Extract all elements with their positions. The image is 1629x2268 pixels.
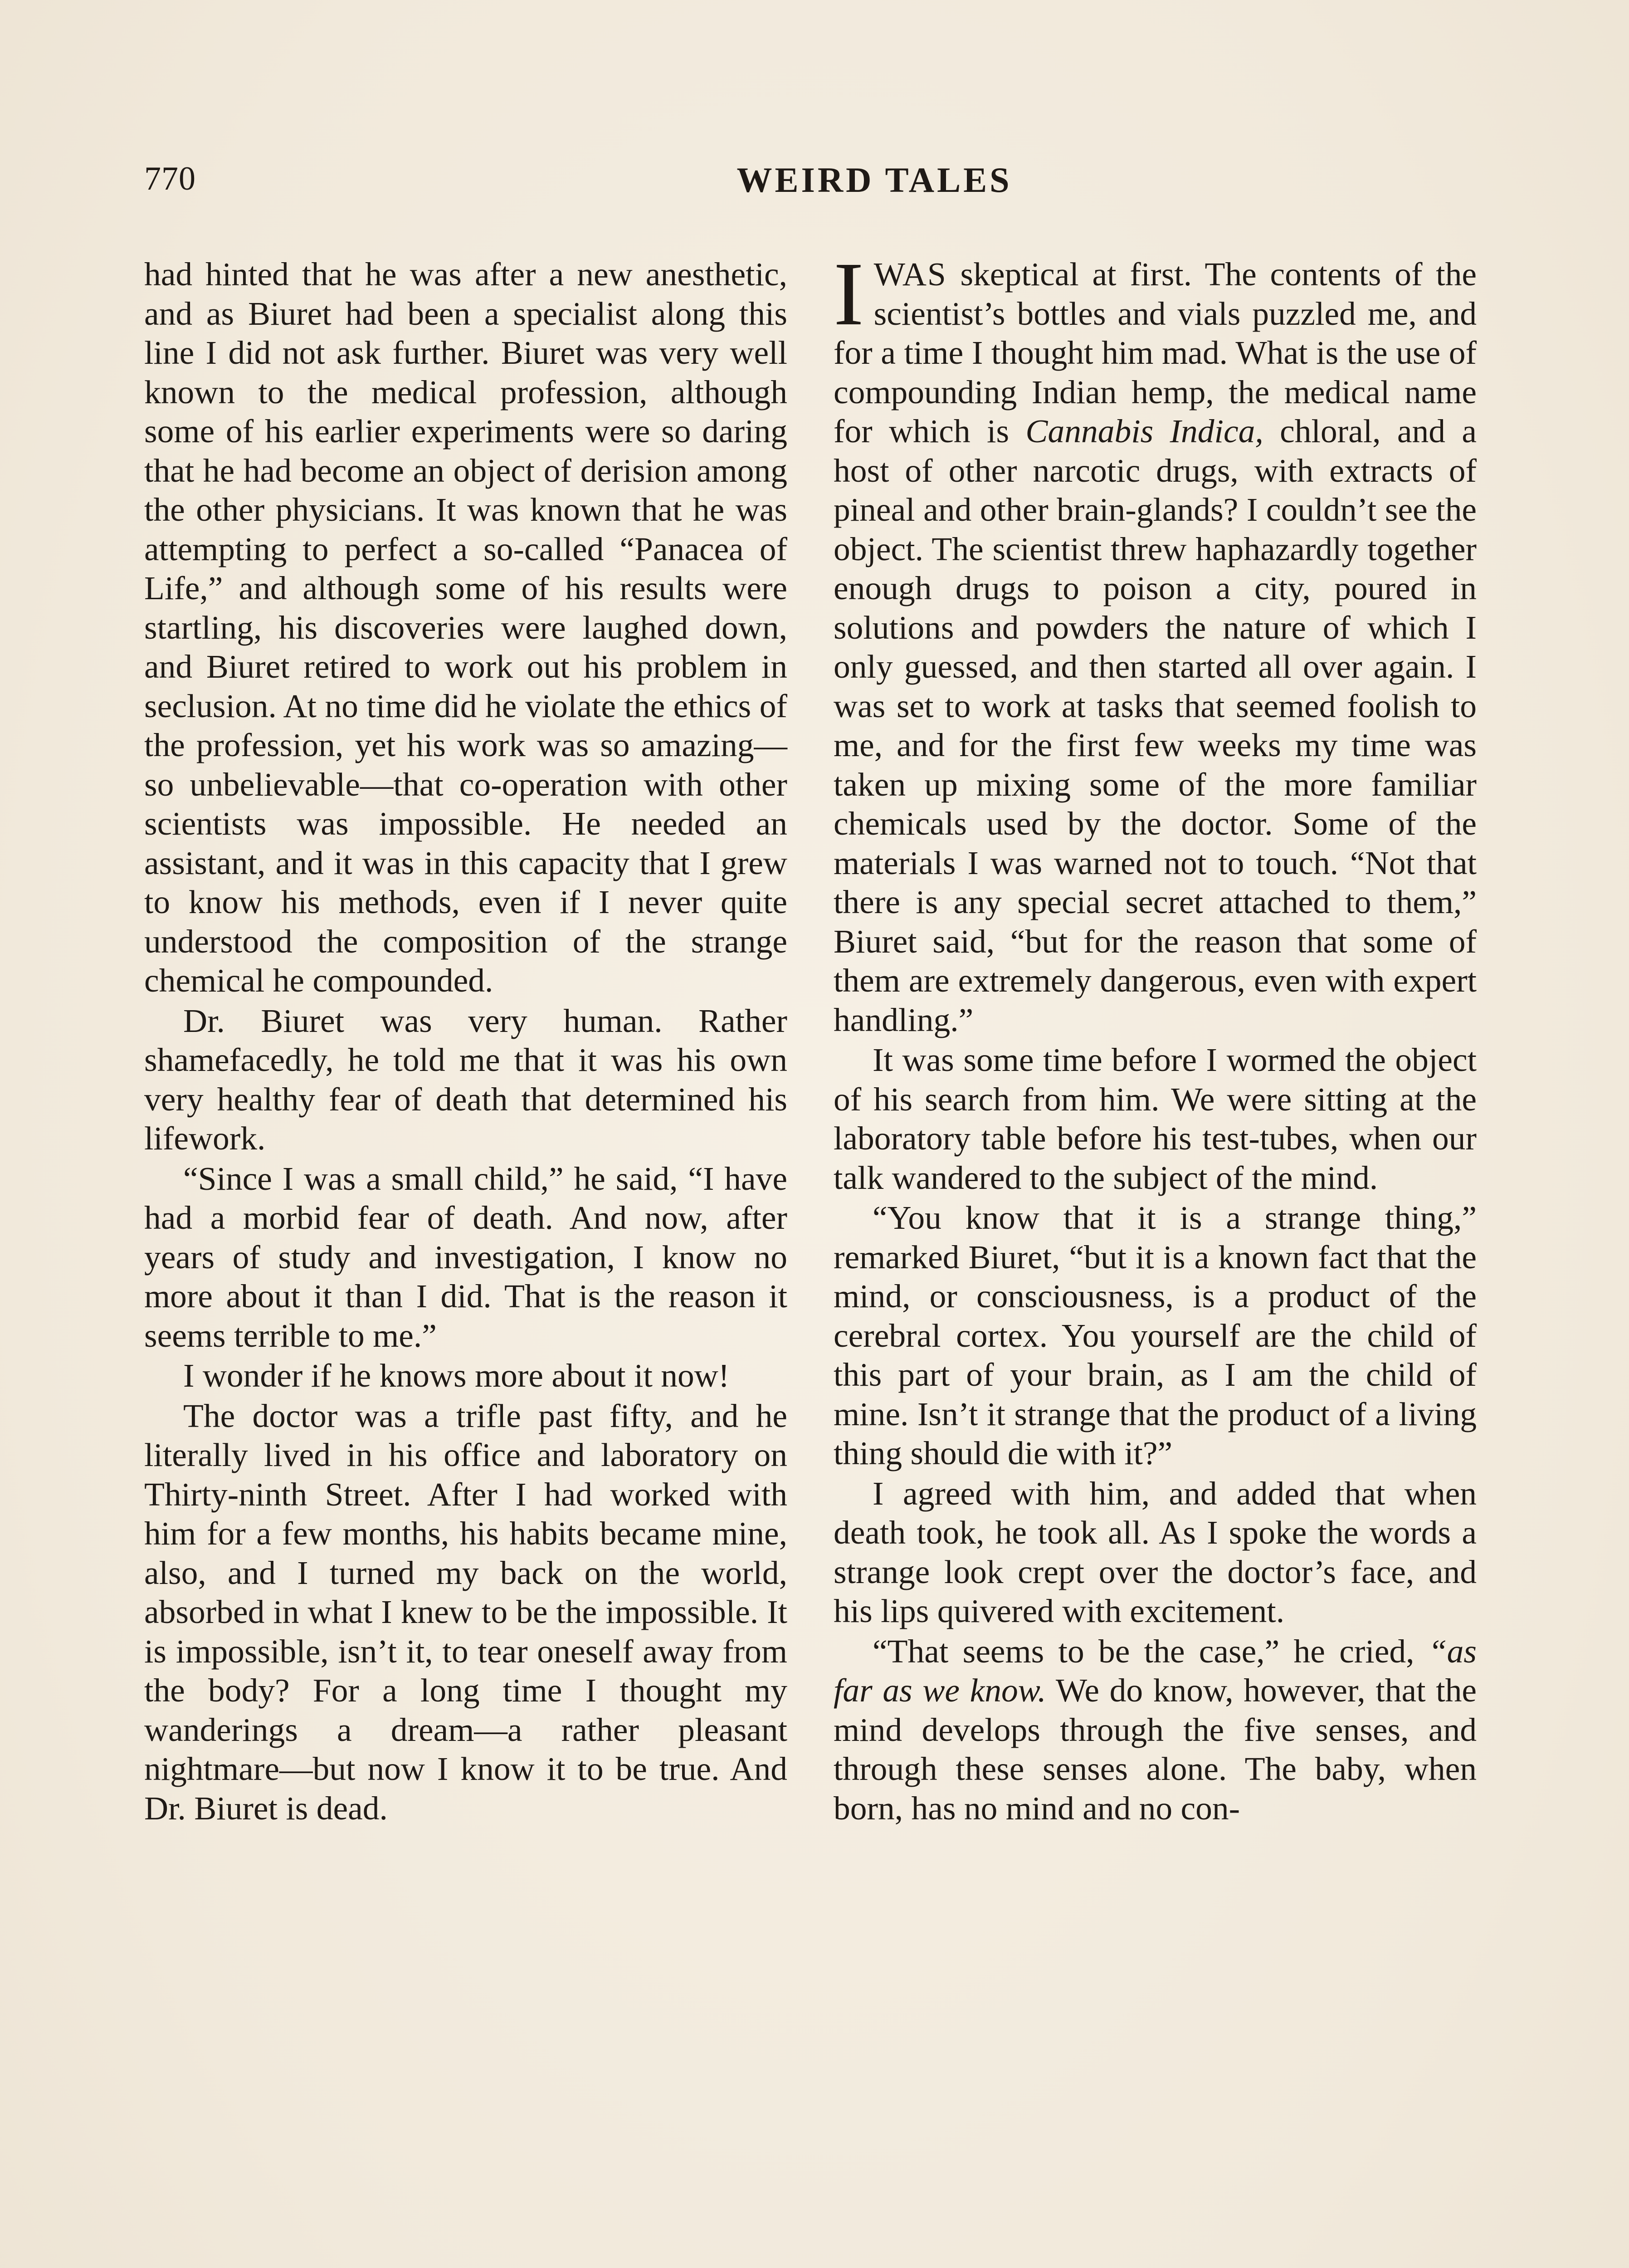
paragraph: I wonder if he knows more about it now!	[183, 1357, 730, 1394]
page-header	[144, 160, 1478, 210]
paragraph: had hinted that he was after a new anesthetic, and as Biuret had been a specialist along this line I did not ask further. Biuret was very well known to the medical profession, although some of his earlier experiments were so daring that he had become an object of derision among the other physicians. It was known that he was attempting to perfect a so-called “Panacea of Life,” and although some of his results were startling, his discoveries were laughed down, and Biuret retired to work out his problem in seclusion. At no time did he violate the ethics of the profession, yet his work was so amazing—so unbelievable—that co-operation with other scientists was impossible. He needed an assistant, and it was in this capacity that I grew to know his methods, even if I never quite understood the composition of the strange chemical he compounded.	[144, 256, 787, 999]
opening-text: skeptical at first. The contents of the scientist’s bottles and vials puzzled me, and for a time I thought him mad. What is the use of compounding Indian hemp, the medical name for which is	[834, 256, 1477, 450]
opening-paragraph	[834, 244, 1477, 1040]
right-column	[834, 244, 1477, 1829]
italic-term: Cannabis Indica,	[1025, 413, 1263, 450]
closing-paragraph	[834, 1632, 1477, 1828]
opening-text-after: chloral, and a host of other narcotic drugs, with extracts of pineal and other brain-glands? I couldn’t see the object. The scientist threw haphazardly together enough drugs to poison a city, poured in solutions and powders the nature of which I only guessed, and then started all over again. I was set to work at tasks that seemed foolish to me, and for the first few weeks my time was taken up mixing some of the more familiar chemicals used by the doctor. Some of the materials I was warned not to touch. “Not that there is any special secret attached to them,” Biuret said, “but for the reason that some of them are extremely dangerous, even with expert handling.”	[834, 413, 1477, 1038]
paragraph: Dr. Biuret was very human. Rather shamefacedly, he told me that it was his own very healthy fear of death that determined his lifework.	[144, 1002, 787, 1157]
italic-phrase: “as far as we know.	[834, 1633, 1477, 1709]
paragraph: “You know that it is a strange thing,” remarked Biuret, “but it is a known fact that the mind, or consciousness, is a product of the cerebral cortex. You yourself are the child of this part of your brain, as I am the child of mine. Isn’t it strange that the product of a living thing should die with it?”	[834, 1199, 1477, 1471]
opening-small-caps: WAS	[873, 256, 947, 293]
paragraph: I agreed with him, and added that when death took, he took all. As I spoke the words a strange look crept over the doctor’s face, and his lips quivered with excitement.	[834, 1475, 1477, 1629]
paragraph: It was some time before I wormed the object of his search from him. We were sitting at the laboratory table before his test-tubes, when our talk wandered to the subject of the mind.	[834, 1041, 1477, 1196]
closing-text-after: We do know, however, that the mind develops through the five senses, and through these senses alone. The baby, when born, has no mind and no con-	[834, 1672, 1477, 1827]
paragraph: The doctor was a trifle past fifty, and he literally lived in his office and laboratory on Thirty-ninth Street. After I had worked with him for a few months, his habits became mine, also, and I turned my back on the world, absorbed in what I knew to be the impossible. It is impossible, isn’t it, to tear oneself away from the body? For a long time I thought my wanderings a dream—a rather pleasant nightmare—but now I know it to be true. And Dr. Biuret is dead.	[144, 1397, 787, 1827]
running-title: WEIRD TALES	[736, 160, 1012, 200]
drop-cap: I	[834, 244, 864, 344]
closing-text: “That seems to be the case,” he cried,	[873, 1633, 1429, 1670]
left-column	[144, 255, 787, 1829]
page-number: 770	[144, 160, 196, 197]
paragraph: “Since I was a small child,” he said, “I have had a morbid fear of death. And now, after years of study and investigation, I know no more about it than I did. That is the reason it seems terrible to me.”	[144, 1160, 787, 1354]
